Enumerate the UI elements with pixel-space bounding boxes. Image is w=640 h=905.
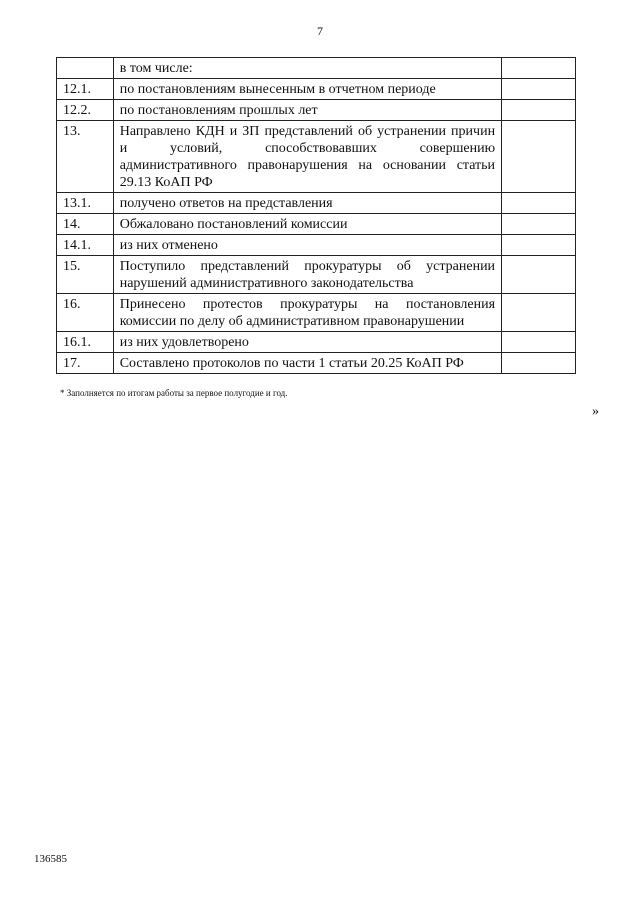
table-row: [57, 235, 576, 256]
table-row: [57, 214, 576, 235]
closing-quote: »: [592, 404, 599, 419]
row-number: 14.: [57, 214, 114, 235]
row-number: 16.: [57, 294, 114, 332]
row-description: Принесено протестов прокуратуры на постановления комиссии по делу об административном правонарушении: [113, 294, 501, 332]
table-row: [57, 294, 576, 332]
row-value: [502, 100, 576, 121]
row-value: [502, 214, 576, 235]
row-description: Направлено КДН и ЗП представлений об устранении причин и условий, способствовавших совершению административного правонарушения на основании статьи 29.13 КоАП РФ: [113, 121, 501, 193]
row-description: Поступило представлений прокуратуры об устранении нарушений административного законодательства: [113, 256, 501, 294]
row-description: из них удовлетворено: [113, 332, 501, 353]
report-table: [56, 57, 576, 374]
row-description: Составлено протоколов по части 1 статьи 20.25 КоАП РФ: [113, 353, 501, 374]
row-value: [502, 256, 576, 294]
row-number: 17.: [57, 353, 114, 374]
document-code: 136585: [34, 853, 67, 865]
table-row: [57, 256, 576, 294]
table-row: [57, 79, 576, 100]
row-value: [502, 193, 576, 214]
table-row: [57, 100, 576, 121]
row-number: [57, 58, 114, 79]
row-number: 13.: [57, 121, 114, 193]
row-value: [502, 58, 576, 79]
row-number: 16.1.: [57, 332, 114, 353]
page-number: 7: [317, 24, 323, 38]
row-number: 15.: [57, 256, 114, 294]
row-description: Обжаловано постановлений комиссии: [113, 214, 501, 235]
footnote: * Заполняется по итогам работы за первое полугодие и год.: [60, 388, 288, 398]
row-number: 12.1.: [57, 79, 114, 100]
table-row: [57, 58, 576, 79]
row-value: [502, 79, 576, 100]
row-description: получено ответов на представления: [113, 193, 501, 214]
row-description: по постановлениям вынесенным в отчетном периоде: [113, 79, 501, 100]
table-row: [57, 332, 576, 353]
row-description: в том числе:: [113, 58, 501, 79]
row-number: 14.1.: [57, 235, 114, 256]
row-description: из них отменено: [113, 235, 501, 256]
table-row: [57, 353, 576, 374]
row-number: 12.2.: [57, 100, 114, 121]
row-value: [502, 332, 576, 353]
table-row: [57, 193, 576, 214]
row-description: по постановлениям прошлых лет: [113, 100, 501, 121]
row-value: [502, 235, 576, 256]
table-row: [57, 121, 576, 193]
row-value: [502, 121, 576, 193]
row-value: [502, 353, 576, 374]
row-number: 13.1.: [57, 193, 114, 214]
row-value: [502, 294, 576, 332]
